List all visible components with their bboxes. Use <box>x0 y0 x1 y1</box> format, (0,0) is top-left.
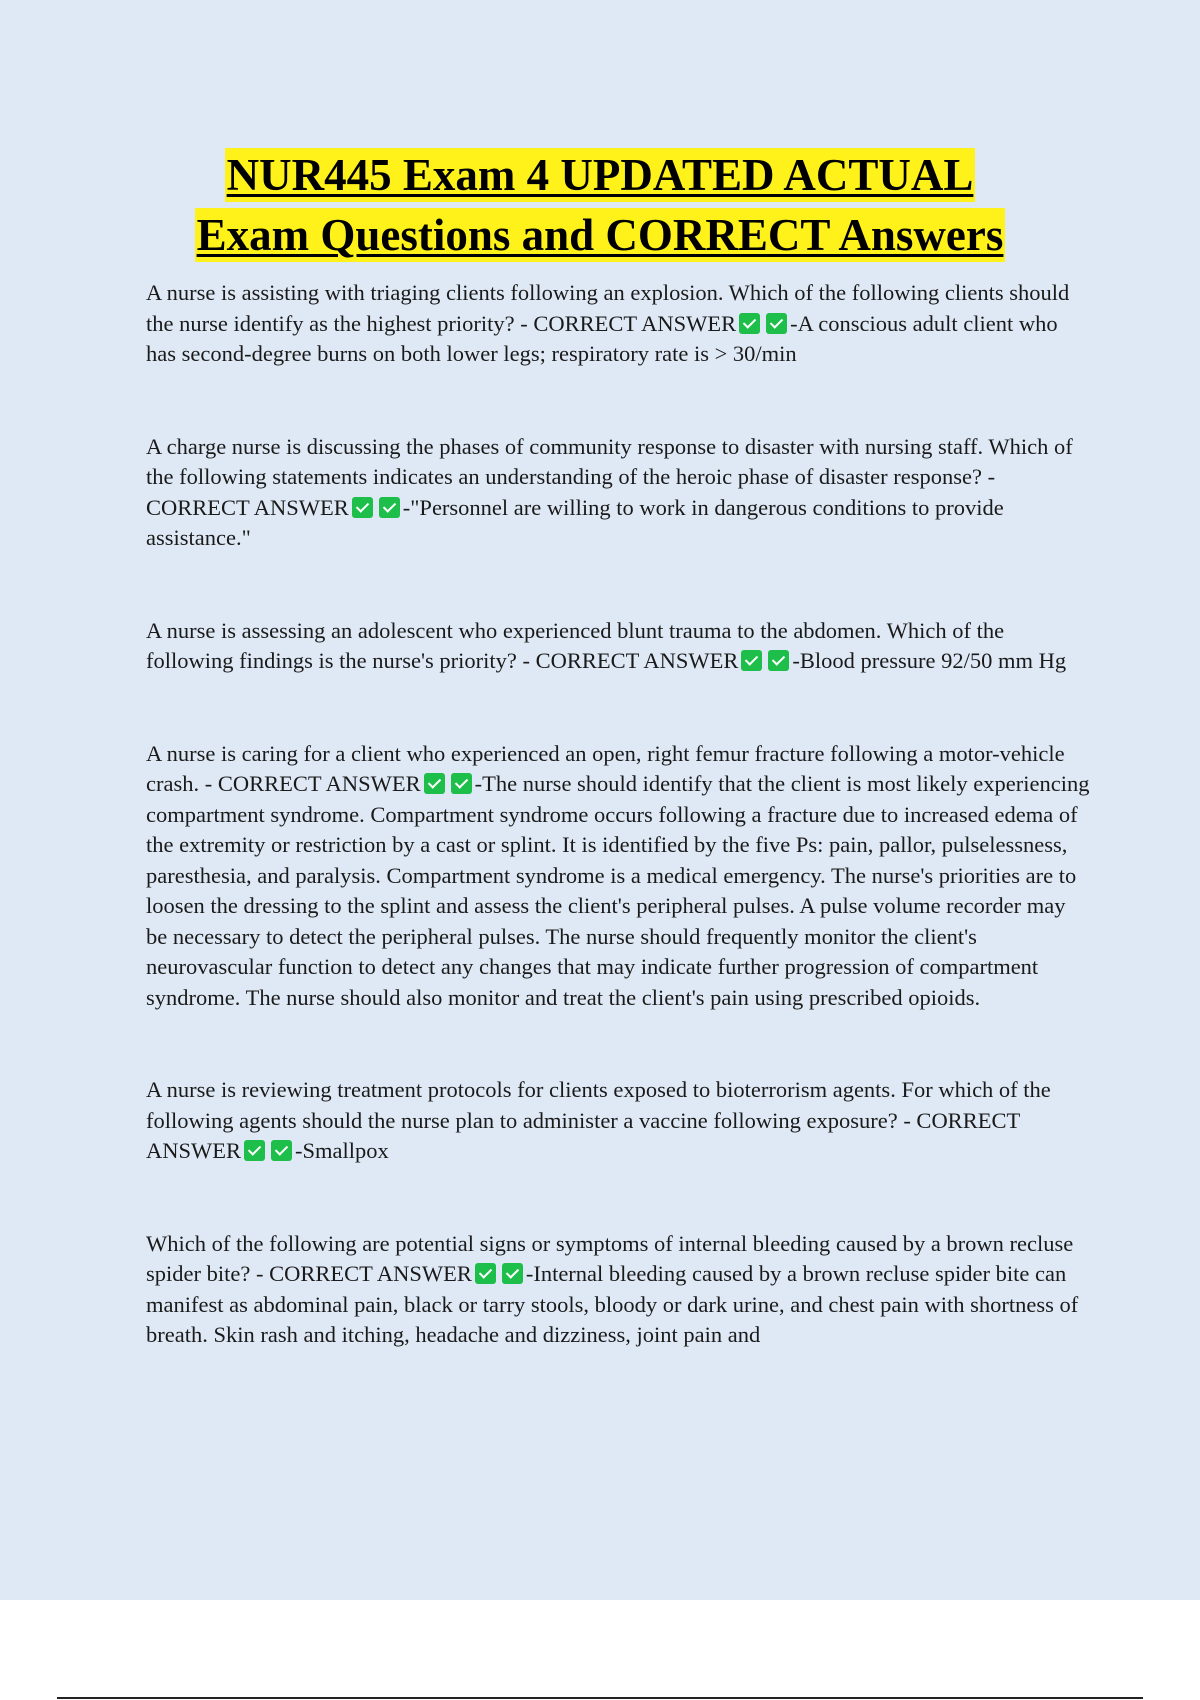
answer-text: -"Personnel are willing to work in dangerous conditions to provide assistance." <box>146 494 1004 550</box>
check-mark-icon <box>424 773 445 794</box>
answer-marker: - CORRECT ANSWER <box>146 1107 1020 1163</box>
answer-text: -Blood pressure 92/50 mm Hg <box>792 648 1067 673</box>
qa-item <box>146 278 1091 370</box>
qa-item <box>146 739 1091 1014</box>
check-mark-icon <box>741 650 762 671</box>
title-line-1: NUR445 Exam 4 UPDATED ACTUAL <box>226 150 974 200</box>
answer-marker: - CORRECT ANSWER <box>146 464 996 520</box>
answer-text: -Smallpox <box>295 1138 389 1163</box>
check-mark-icon <box>271 1140 292 1161</box>
answer-marker: - CORRECT ANSWER <box>255 1261 472 1286</box>
check-mark-icon <box>379 497 400 518</box>
qa-item <box>146 432 1091 554</box>
question-text: A charge nurse is discussing the phases of community response to disaster with nursing staff. Which of the following statements indicates an understanding of the heroic phase of disaster response? <box>146 433 1073 489</box>
answer-marker: - CORRECT ANSWER <box>520 310 737 336</box>
answer-text: -The nurse should identify that the client is most likely experiencing compartment syndrome. Compartment syndrome occurs following a fracture due to increased edema of the extremity or restriction by a cast or splint. It is identified by the five Ps: pain, pallor, pulselessness, paresthesia, and paralysis. Compartment syndrome is a medical emergency. The nurse's priorities are to loosen the dressing to the splint and assess the client's peripheral pulses. A pulse volume recorder may be necessary to detect the peripheral pulses. The nurse should frequently monitor the client's neurovascular function to detect any changes that may indicate further progression of compartment syndrome. The nurse should also monitor and treat the client's pain using prescribed opioids. <box>146 771 1090 1010</box>
answer-text: -A conscious adult client who has second-degree burns on both lower legs; respiratory rate is > 30/min <box>146 310 1058 366</box>
document-title <box>0 148 1200 262</box>
check-mark-icon <box>352 497 373 518</box>
question-text: A nurse is caring for a client who experienced an open, right femur fracture following a motor-vehicle crash. <box>146 740 1065 796</box>
answer-text: -Internal bleeding caused by a brown recluse spider bite can manifest as abdominal pain, black or tarry stools, bloody or dark urine, and chest pain with shortness of breath. Skin rash and itching, headache and dizziness, joint pain and <box>146 1261 1079 1347</box>
question-text: A nurse is assessing an adolescent who experienced blunt trauma to the abdomen. Which of the following findings is the nurse's priority? <box>146 617 1005 673</box>
question-text: A nurse is assisting with triaging clients following an explosion. Which of the following clients should the nurse identify as the highest priority? <box>146 280 1070 336</box>
answer-marker: - CORRECT ANSWER <box>522 648 739 673</box>
check-mark-icon <box>451 773 472 794</box>
qa-item <box>146 1075 1091 1167</box>
qa-item <box>146 616 1091 677</box>
check-mark-icon <box>768 650 789 671</box>
footer-divider <box>57 1697 1143 1699</box>
qa-item <box>146 1229 1091 1351</box>
check-mark-icon <box>739 313 760 334</box>
question-text: A nurse is reviewing treatment protocols for clients exposed to bioterrorism agents. For which of the following agents should the nurse plan to administer a vaccine following exposure? <box>146 1077 1051 1133</box>
answer-marker: - CORRECT ANSWER <box>204 771 421 796</box>
qa-list <box>146 278 1091 1413</box>
check-mark-icon <box>244 1140 265 1161</box>
check-mark-icon <box>475 1263 496 1284</box>
check-mark-icon <box>502 1263 523 1284</box>
title-line-2: Exam Questions and CORRECT Answers <box>196 210 1004 260</box>
check-mark-icon <box>766 313 787 334</box>
question-text: Which of the following are potential signs or symptoms of internal bleeding caused by a brown recluse spider bite? <box>146 1230 1074 1286</box>
